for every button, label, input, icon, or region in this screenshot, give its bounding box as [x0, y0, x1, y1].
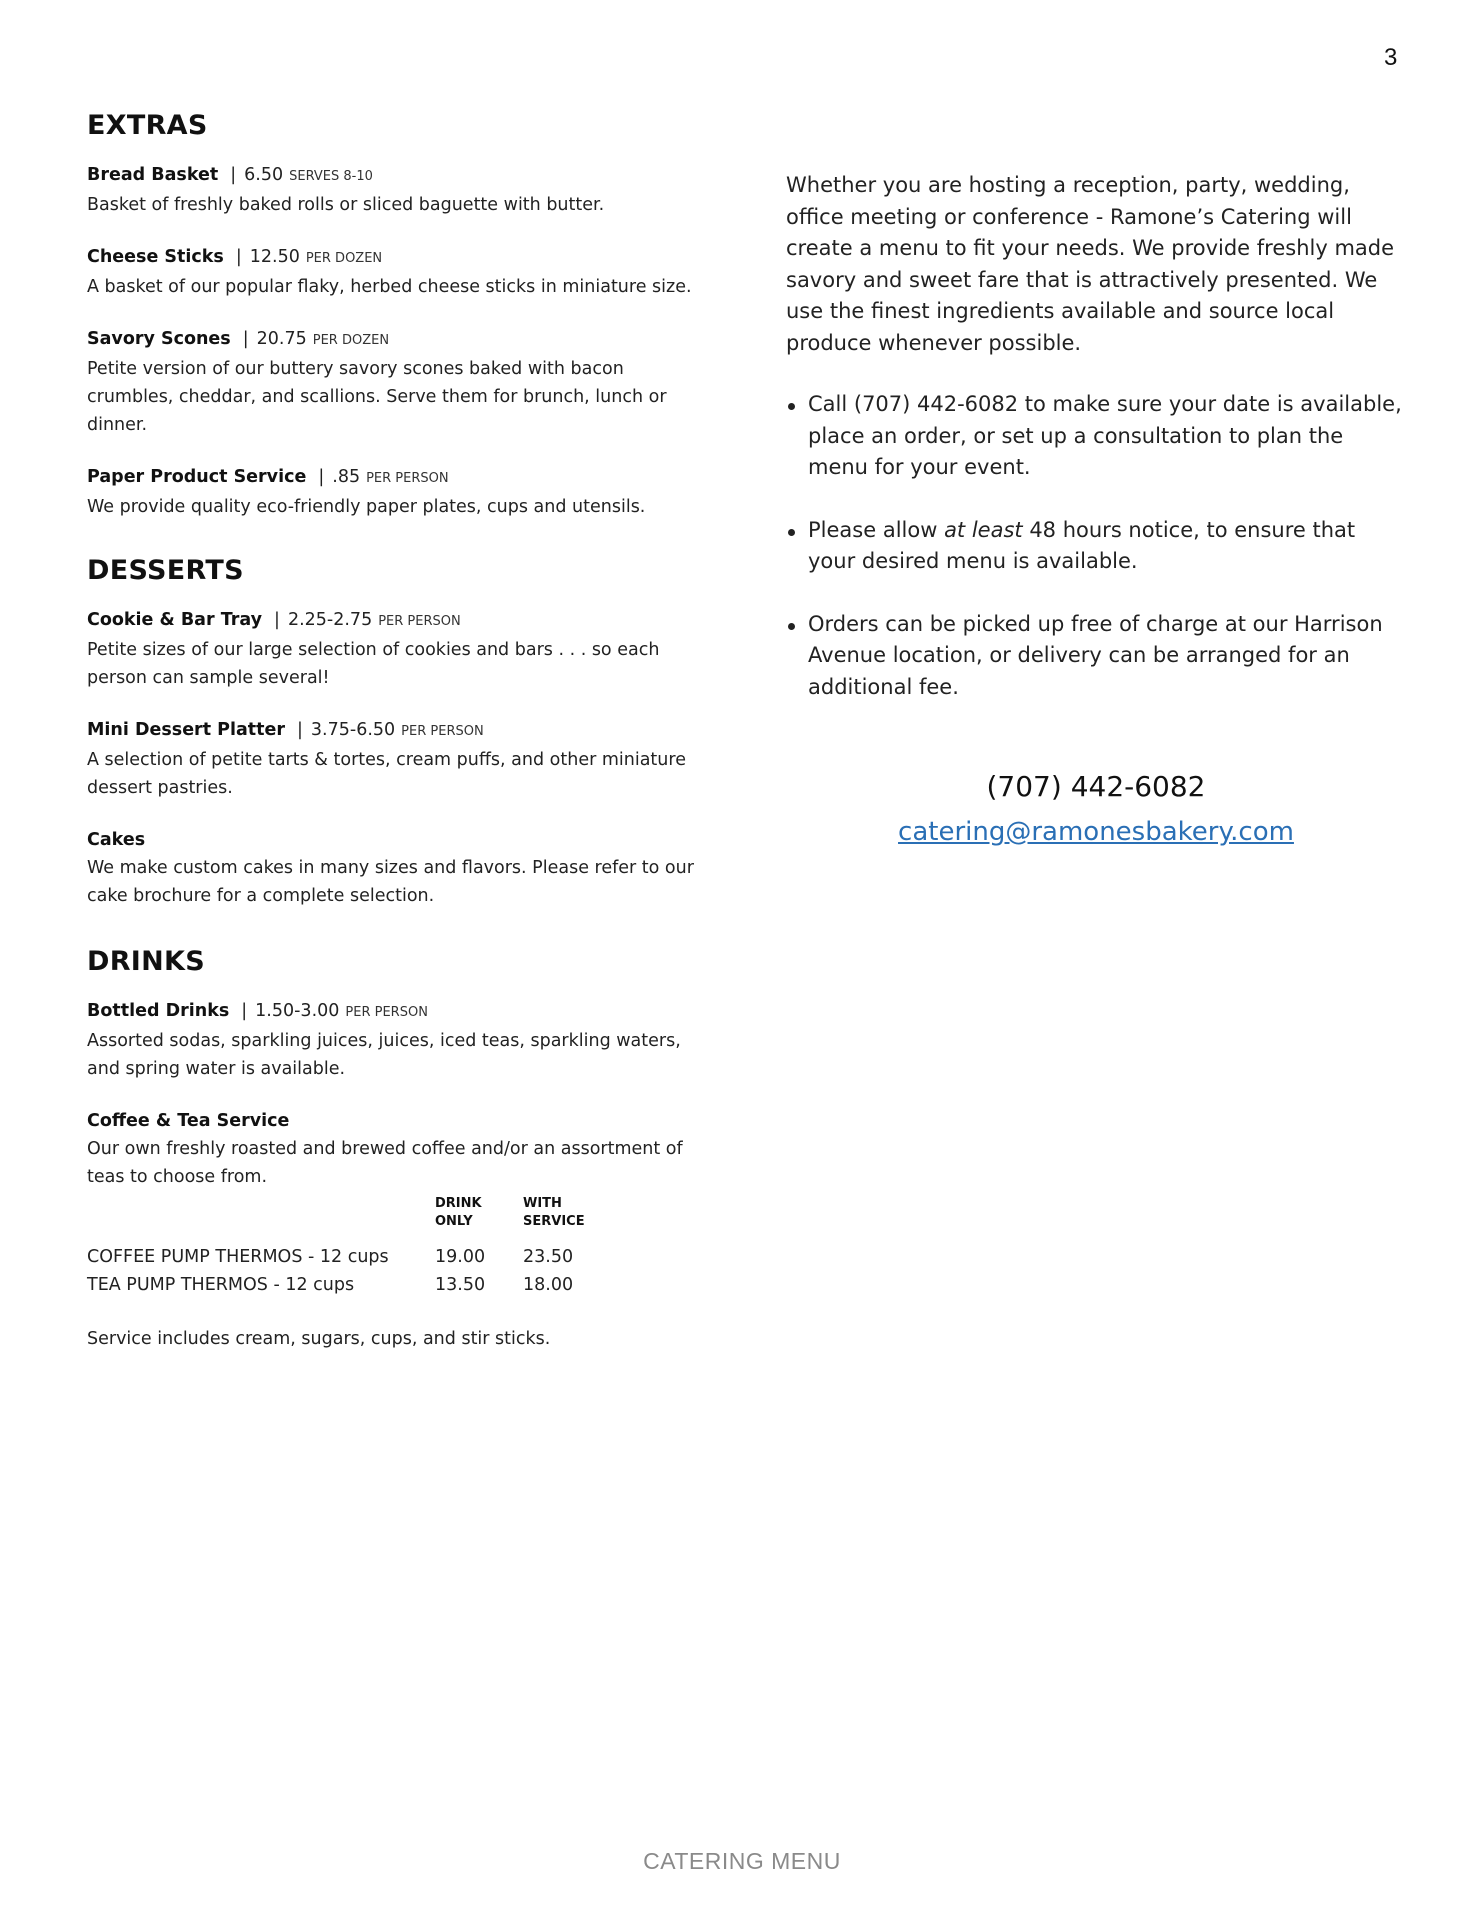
section-extras: [87, 110, 707, 521]
contact-block: [786, 770, 1406, 847]
bullet-pickup: Orders can be picked up free of charge at our Harrison Avenue location, or delivery can be arranged for an additional fee.: [786, 609, 1406, 704]
item-description: Assorted sodas, sparkling juices, juices, iced teas, sparkling waters, and spring water is available.: [87, 1031, 681, 1079]
item-description: Petite sizes of our large selection of cookies and bars . . . so each person can sample several!: [87, 640, 660, 688]
section-desserts: [87, 555, 707, 910]
item-unit: PER PERSON: [378, 614, 461, 629]
bullet-call: Call (707) 442-6082 to make sure your date is available, place an order, or set up a consultation to plan the menu for your event.: [786, 389, 1406, 484]
item-name: Bread Basket: [87, 165, 219, 185]
item-description: Petite version of our buttery savory scones baked with bacon crumbles, cheddar, and scallions. Serve them for brunch, lunch or dinner.: [87, 359, 667, 435]
item-description: We provide quality eco-friendly paper plates, cups and utensils.: [87, 497, 646, 517]
item-price: .85: [332, 467, 361, 487]
table-row: [87, 1243, 707, 1271]
section-title-extras: EXTRAS: [87, 110, 208, 141]
service-note: Service includes cream, sugars, cups, and stir sticks.: [87, 1329, 551, 1349]
menu-item-bottled-drinks: Bottled Drinks | 1.50-3.00 PER PERSON Assorted sodas, sparkling juices, juices, iced teas, sparkling waters, and spring water is available.: [87, 1001, 681, 1079]
item-price: 12.50: [249, 247, 300, 267]
row-label: COFFEE PUMP THERMOS - 12 cups: [87, 1247, 389, 1267]
menu-item-mini-dessert-platter: Mini Dessert Platter | 3.75-6.50 PER PERSON A selection of petite tarts & tortes, cream puffs, and other miniature dessert pastries.: [87, 720, 686, 798]
item-description: Basket of freshly baked rolls or sliced baguette with butter.: [87, 195, 605, 215]
item-unit: PER PERSON: [401, 724, 484, 739]
item-name: Coffee & Tea Service: [87, 1111, 290, 1131]
bullet-notice: Please allow at least 48 hours notice, to ensure that your desired menu is available.: [786, 515, 1406, 578]
item-name: Paper Product Service: [87, 467, 307, 487]
item-price: 6.50: [244, 165, 284, 185]
item-name: Mini Dessert Platter: [87, 720, 286, 740]
item-name: Cheese Sticks: [87, 247, 224, 267]
phone-number: (707) 442-6082: [986, 770, 1206, 803]
row-label: TEA PUMP THERMOS - 12 cups: [87, 1275, 355, 1295]
bullet-dot-icon: [788, 403, 795, 410]
item-unit: PER DOZEN: [312, 333, 390, 348]
item-name: Savory Scones: [87, 329, 231, 349]
bullet-dot-icon: [788, 529, 795, 536]
cell-with-service: 18.00: [523, 1275, 574, 1295]
page-number: 3: [1384, 44, 1398, 71]
item-price: 3.75-6.50: [310, 720, 396, 740]
info-bullets: [786, 389, 1406, 703]
menu-column: [87, 110, 707, 1353]
menu-item-paper-product-service: Paper Product Service | .85 PER PERSON We provide quality eco-friendly paper plates, cups and utensils.: [87, 467, 646, 517]
item-name: Bottled Drinks: [87, 1001, 230, 1021]
menu-item-bread-basket: Bread Basket | 6.50 SERVES 8-10 Basket of freshly baked rolls or sliced baguette with butter.: [87, 165, 605, 215]
footer-label: CATERING MENU: [643, 1848, 841, 1874]
column-header-drink-only: DRINK ONLY: [435, 1196, 482, 1229]
cell-with-service: 23.50: [523, 1247, 574, 1267]
item-price: 2.25-2.75: [287, 610, 373, 630]
coffee-tea-price-table: [87, 1195, 707, 1299]
item-description: A selection of petite tarts & tortes, cream puffs, and other miniature dessert pastries.: [87, 750, 686, 798]
item-description: A basket of our popular flaky, herbed cheese sticks in miniature size.: [87, 277, 692, 297]
cell-drink-only: 13.50: [435, 1275, 486, 1295]
item-price: 20.75: [256, 329, 307, 349]
section-title-drinks: DRINKS: [87, 946, 206, 977]
item-name: Cakes: [87, 830, 146, 850]
column-header-with-service: WITH SERVICE: [523, 1196, 585, 1229]
cell-drink-only: 19.00: [435, 1247, 486, 1267]
menu-item-cookie-bar-tray: Cookie & Bar Tray | 2.25-2.75 PER PERSON Petite sizes of our large selection of cookies and bars . . . so each person can sample several!: [87, 610, 660, 688]
item-unit: PER DOZEN: [305, 251, 383, 266]
item-price: 1.50-3.00: [255, 1001, 340, 1021]
table-header: [87, 1195, 707, 1231]
item-name: Cookie & Bar Tray: [87, 610, 263, 630]
section-drinks: [87, 946, 707, 1353]
item-unit: PER PERSON: [366, 471, 449, 486]
intro-paragraph: Whether you are hosting a reception, party, wedding, office meeting or conference - Ramone’s Catering will create a menu to fit your needs. We provide freshly made savory and sweet fare that is attractively presented. We use the finest ingredients available and source local produce whenever possible.: [786, 173, 1395, 355]
email-link[interactable]: catering@ramonesbakery.com: [898, 817, 1294, 847]
menu-item-cakes: [87, 826, 707, 910]
info-column: [786, 170, 1406, 734]
section-title-desserts: DESSERTS: [87, 555, 244, 586]
emphasis-at-least: at least: [944, 517, 1023, 542]
item-unit: SERVES 8-10: [289, 169, 373, 184]
bullet-dot-icon: [788, 623, 795, 630]
table-row: [87, 1271, 707, 1299]
item-description: Our own freshly roasted and brewed coffee and/or an assortment of teas to choose from.: [87, 1139, 683, 1187]
menu-item-savory-scones: Savory Scones | 20.75 PER DOZEN Petite version of our buttery savory scones baked with bacon crumbles, cheddar, and scallions. Serve them for brunch, lunch or dinner.: [87, 329, 667, 435]
menu-item-cheese-sticks: Cheese Sticks | 12.50 PER DOZEN A basket of our popular flaky, herbed cheese sticks in miniature size.: [87, 247, 692, 297]
item-unit: PER PERSON: [345, 1005, 428, 1020]
menu-item-coffee-tea-service: [87, 1107, 707, 1191]
item-description: We make custom cakes in many sizes and flavors. Please refer to our cake brochure for a complete selection.: [87, 858, 694, 906]
